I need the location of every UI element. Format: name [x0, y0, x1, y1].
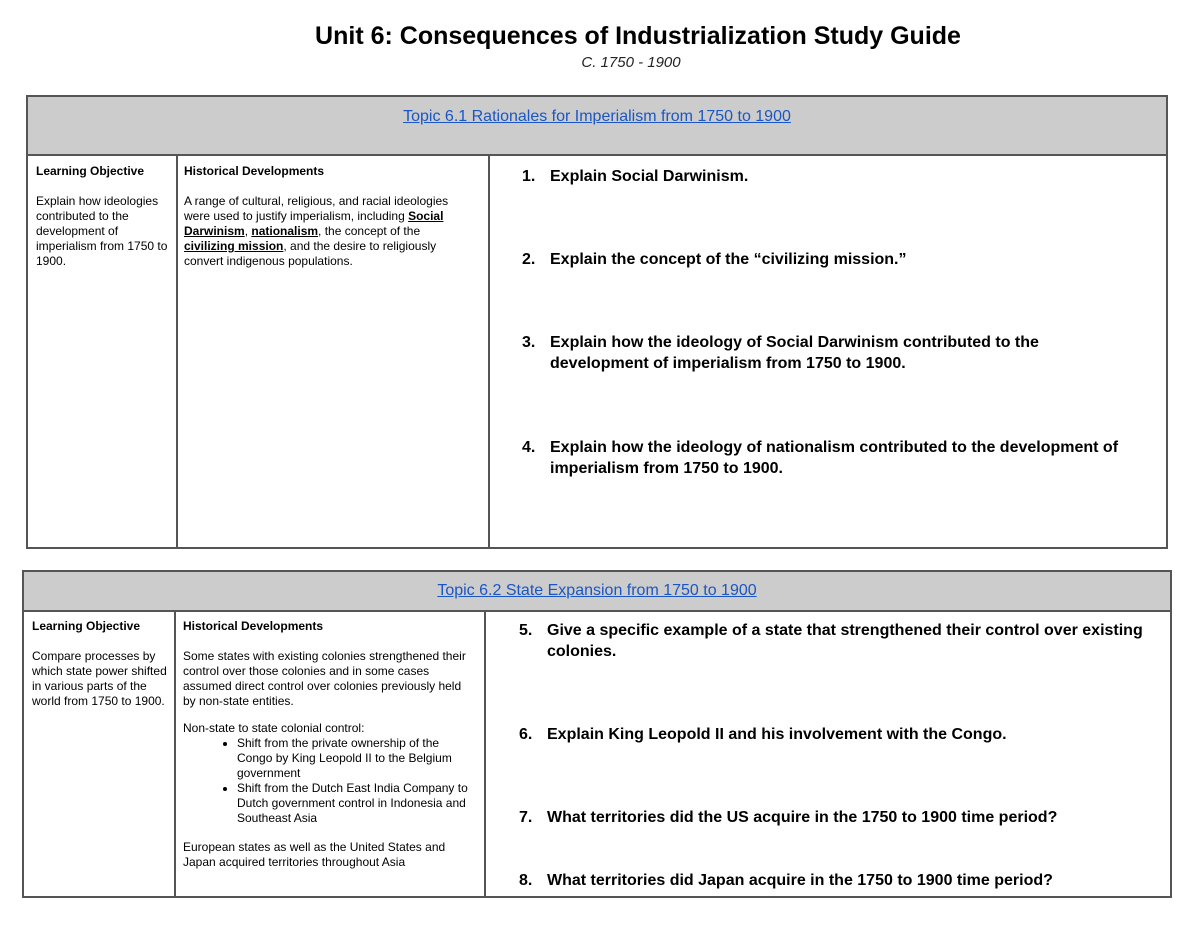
historical-developments-column [178, 156, 490, 547]
learning-objective-text: Compare processes by which state power shifted in various parts of the world from 1750 to 1900. [32, 649, 167, 708]
learning-objective-column [24, 612, 176, 896]
questions-column [490, 156, 1166, 547]
question-number: 1. [522, 168, 536, 185]
question-text: Explain King Leopold II and his involvement with the Congo. [547, 726, 1007, 743]
topic-6-1-link[interactable]: Topic 6.1 Rationales for Imperialism from 1750 to 1900 [403, 108, 791, 125]
learning-objective-text: Explain how ideologies contributed to the development of imperialism from 1750 to 1900. [36, 194, 168, 268]
question-number: 2. [522, 251, 536, 268]
question-text: Explain how the ideology of Social Darwinism contributed to the development of imperialism from 1750 to 1900. [550, 334, 1039, 372]
questions-column [486, 612, 1170, 896]
term-nationalism: nationalism [251, 224, 319, 238]
hd-bullet-list [183, 736, 475, 826]
topic-6-2-link[interactable]: Topic 6.2 State Expansion from 1750 to 1900 [437, 582, 757, 599]
question-text: Explain the concept of the “civilizing mission.” [550, 251, 907, 268]
question-text: Explain how the ideology of nationalism contributed to the development of imperialism from 1750 to 1900. [550, 439, 1119, 477]
historical-developments-text [183, 649, 475, 870]
question-8 [519, 870, 1159, 891]
topic-6-1-header [28, 97, 1166, 156]
question-4 [522, 437, 1142, 479]
question-text: Give a specific example of a state that strengthened their control over existing colonies. [547, 622, 1143, 660]
question-text: What territories did Japan acquire in the 1750 to 1900 time period? [547, 872, 1053, 889]
hd-text-pre: A range of cultural, religious, and racial ideologies were used to justify imperialism, including [184, 194, 449, 223]
list-item: • Shift from the Dutch East India Company to Dutch government control in Indonesia and Southeast Asia [237, 781, 475, 826]
term-civilizing-mission: civilizing mission [184, 239, 284, 253]
hd-paragraph-1: Some states with existing colonies strengthened their control over those colonies and in some cases assumed direct control over colonies previously held by non-state entities. [183, 649, 466, 708]
question-6 [519, 724, 1159, 745]
question-number: 6. [519, 726, 533, 743]
historical-developments-column [176, 612, 486, 896]
question-text: What territories did the US acquire in the 1750 to 1900 time period? [547, 809, 1058, 826]
question-1 [522, 166, 1142, 187]
topic-6-1-table [26, 95, 1168, 549]
hd-paragraph-3: European states as well as the United States and Japan acquired territories throughout Asia [183, 840, 446, 869]
topic-6-2-header [24, 572, 1170, 612]
question-number: 4. [522, 439, 536, 456]
question-number: 8. [519, 872, 533, 889]
topic-6-2-table [22, 570, 1172, 898]
page-title: Unit 6: Consequences of Industrialization Study Guide [315, 22, 961, 50]
question-number: 7. [519, 809, 533, 826]
question-text: Explain Social Darwinism. [550, 168, 749, 185]
question-2 [522, 249, 1142, 270]
hd-text-post: , and the desire to religiously convert indigenous populations. [184, 239, 437, 268]
question-3 [522, 332, 1142, 374]
historical-developments-header: Historical Developments [184, 164, 325, 178]
learning-objective-column [28, 156, 178, 547]
hd-text-mid: , the concept of the [318, 224, 421, 238]
question-7 [519, 807, 1159, 828]
list-item: • Shift from the private ownership of the Congo by King Leopold II to the Belgium government [237, 736, 475, 781]
term-social-darwinism: Social Darwinism [184, 209, 444, 238]
page-subtitle: C. 1750 - 1900 [581, 54, 681, 71]
question-number: 5. [519, 622, 533, 639]
learning-objective-header: Learning Objective [32, 619, 141, 633]
historical-developments-text [184, 194, 464, 269]
hd-paragraph-2: Non-state to state colonial control: [183, 721, 365, 735]
question-5 [519, 620, 1159, 662]
learning-objective-header: Learning Objective [36, 164, 145, 178]
hd-text-sep: , [244, 224, 252, 238]
question-number: 3. [522, 334, 536, 351]
historical-developments-header: Historical Developments [183, 619, 324, 633]
